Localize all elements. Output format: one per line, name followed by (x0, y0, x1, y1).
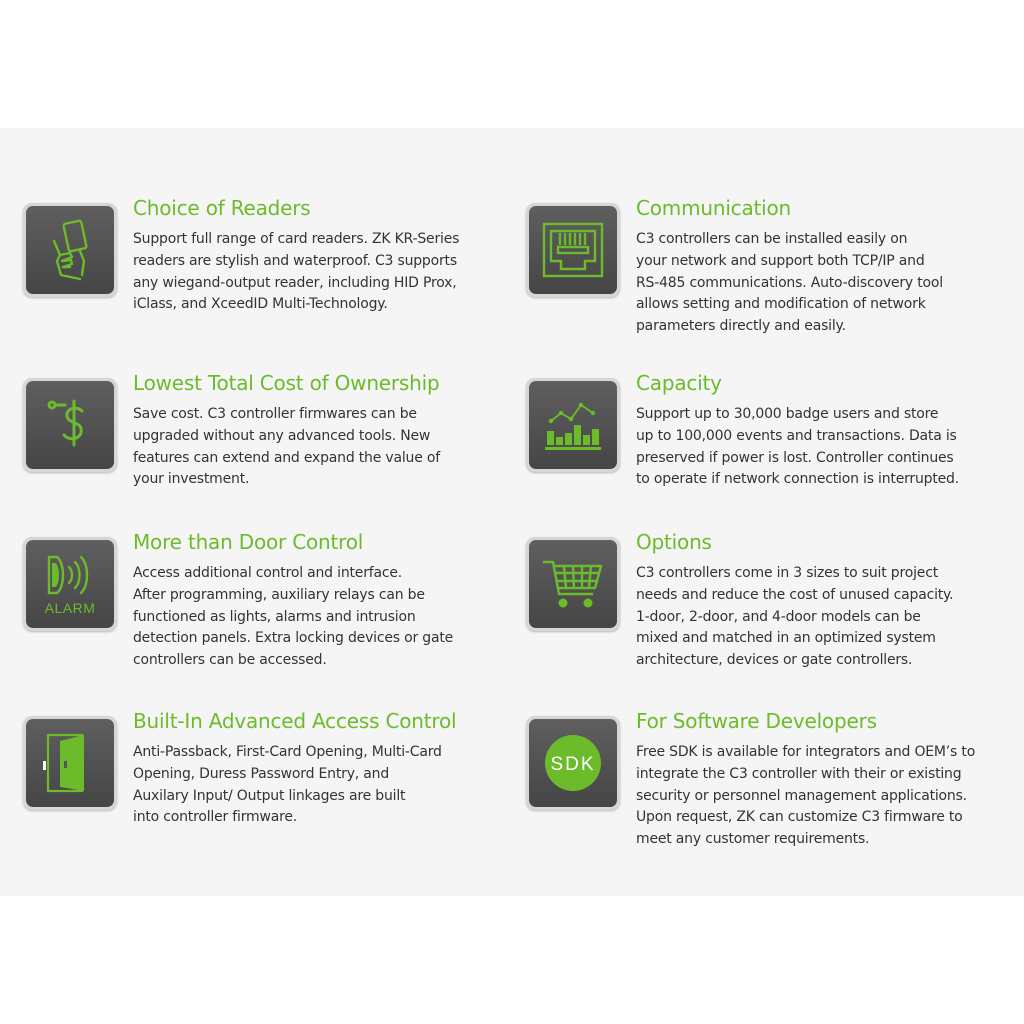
sdk-icon-label: SDK (550, 754, 596, 775)
icon-tile (526, 716, 620, 810)
feature-title: For Software Developers (636, 709, 877, 733)
feature-description: Anti-Passback, First-Card Opening, Multi-Card Opening, Duress Password Entry, and Auxilary Input/ Output linkages are built into controller firmware. (133, 744, 442, 826)
feature-description: Free SDK is available for integrators and OEM’s to integrate the C3 controller with their or existing security or personnel management applications. Upon request, ZK can customize C3 firmware to meet any customer requirements. (636, 744, 976, 848)
bar-chart-icon (543, 397, 603, 453)
feature-title: Choice of Readers (133, 196, 311, 220)
sdk-icon (541, 731, 605, 795)
card-reader-icon (40, 217, 100, 283)
feature-title: Lowest Total Cost of Ownership (133, 371, 440, 395)
feature-title: Options (636, 530, 712, 554)
feature-description: C3 controllers can be installed easily on your network and support both TCP/IP and RS-485 communications. Auto-discovery tool allows setting and modification of network parameters directly and easily. (636, 231, 943, 335)
icon-tile (526, 378, 620, 472)
feature-description: Support up to 30,000 badge users and store up to 100,000 events and transactions. Data is preserved if power is lost. Controller continues to operate if network connection is interrupted. (636, 406, 959, 488)
icon-tile (23, 378, 117, 472)
dollar-icon (40, 395, 100, 455)
feature-title: Capacity (636, 371, 722, 395)
feature-title: Communication (636, 196, 792, 220)
shopping-cart-icon (541, 556, 605, 612)
open-door-icon (40, 731, 100, 795)
icon-tile (526, 203, 620, 297)
feature-description: Access additional control and interface. After programming, auxiliary relays can be functioned as lights, alarms and intrusion detection panels. Extra locking devices or gate controllers can be accessed. (133, 565, 454, 669)
feature-description: Support full range of card readers. ZK KR-Series readers are stylish and waterproof. C3 supports any wiegand-output reader, including HID Prox, iClass, and XceedID Multi-Technology. (133, 231, 460, 313)
icon-tile (23, 537, 117, 631)
feature-description: Save cost. C3 controller firmwares can be upgraded without any advanced tools. New features can extend and expand the value of your investment. (133, 406, 440, 488)
alarm-icon (35, 549, 105, 619)
feature-title: Built-In Advanced Access Control (133, 709, 457, 733)
network-port-icon (541, 221, 605, 279)
icon-tile (23, 203, 117, 297)
icon-tile (526, 537, 620, 631)
features-panel (0, 128, 1024, 896)
alarm-icon-label: ALARM (44, 600, 96, 616)
feature-description: C3 controllers come in 3 sizes to suit project needs and reduce the cost of unused capacity. 1-door, 2-door, and 4-door models can be mixed and matched in an optimized system architecture, devices or gate controllers. (636, 565, 954, 669)
icon-tile (23, 716, 117, 810)
feature-title: More than Door Control (133, 530, 364, 554)
